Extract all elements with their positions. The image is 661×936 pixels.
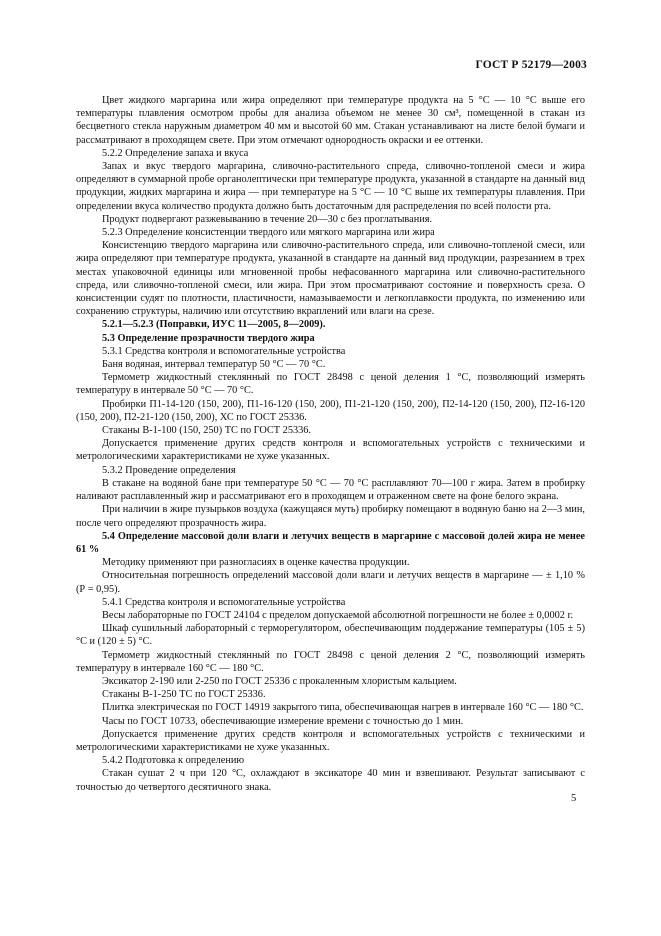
paragraph-air-bubbles: При наличии в жире пузырьков воздуха (кажущаяся муть) пробирку помещают в водяную баню на 2—3 мин, после чего определяют прозрачность жира. bbox=[76, 504, 585, 529]
paragraph-smell-taste: Запах и вкус твердого маргарина, сливочно-растительного спреда, сливочно-топленой смеси и жира определяют в суммарной пробе органолептически при температуре продукта, указанной в стандарте на данный вид продукции, жидких маргарина и жира — при температуре на 5 °С — 10 °С выше их температуры плавления. При определении вкуса количество продукта должно быть достаточным для распределения по всей полости рта. bbox=[76, 161, 585, 212]
paragraph-color: Цвет жидкого маргарина или жира определяют при температуре продукта на 5 °С — 10 °С выше его температуры плавления осмотром пробы для анализа объемом не менее 30 см³, помещенной в стакан из бесцветного стекла наружным диаметром 40 мм и высотой 60 мм. Стакан устанавливают на листе белой бумаги и рассматривают в проходящем свете. При этом отмечают однородность окраски и ее оттенки. bbox=[76, 95, 585, 146]
document-header: ГОСТ Р 52179—2003 bbox=[475, 59, 587, 71]
paragraph-beakers-2: Стаканы В-1-250 ТС по ГОСТ 25336. bbox=[102, 689, 266, 701]
paragraph-allowed-other-2: Допускается применение других средств контроля и вспомогательных устройств с техническими и метрологическими характеристиками не хуже указанных. bbox=[76, 728, 585, 753]
section-heading-5-2-3: 5.2.3 Определение консистенции твердого или мягкого маргарина или жира bbox=[102, 227, 435, 239]
page-number: 5 bbox=[571, 793, 577, 804]
paragraph-relative-error: Относительная погрешность определений массовой доли влаги и летучих веществ в маргарине — ± 1,10 % (Р = 0,95). bbox=[76, 570, 585, 595]
section-heading-5-4-1: 5.4.1 Средства контроля и вспомогательные устройства bbox=[102, 596, 346, 608]
amendment-note: 5.2.1—5.2.3 (Поправки, ИУС 11—2005, 8—2009). bbox=[102, 319, 326, 331]
section-heading-5-3: 5.3 Определение прозрачности твердого жира bbox=[102, 332, 315, 344]
paragraph-scales: Весы лабораторные по ГОСТ 24104 с пределом допускаемой абсолютной погрешности не более ± 0,0002 г. bbox=[102, 609, 574, 621]
paragraph-desiccator: Эксикатор 2-190 или 2-250 по ГОСТ 25336 с прокаленным хлористым кальцием. bbox=[102, 675, 457, 687]
paragraph-chewing: Продукт подвергают разжевыванию в течение 20—30 с без проглатывания. bbox=[102, 213, 433, 225]
paragraph-beakers-1: Стаканы В-1-100 (150, 250) ТС по ГОСТ 25336. bbox=[102, 425, 311, 437]
paragraph-consistency: Консистенцию твердого маргарина или сливочно-растительного спреда, или сливочно-топленой смеси, или жира определяют при температуре продукта, указанной в стандарте на данный вид продукции, разрезанием в трех местах упаковочной единицы или мгновенной пробы нефасованного маргарина или сливочно-растительного спреда, или сливочно-топленой смеси, или жира. При этом просматривают состояние и поверхность среза. О консистенции судят по плотности, пластичности, намазываемости и легкоплавкости продукта, по изменению или сохранению структуры, наличию или отсутствию вкраплений или влаги на срезе. bbox=[76, 240, 585, 318]
paragraph-hotplate: Плитка электрическая по ГОСТ 14919 закрытого типа, обеспечивающая нагрев в интервале 160 °С — 180 °С. bbox=[102, 702, 584, 714]
document-body bbox=[76, 94, 585, 794]
section-heading-5-3-1: 5.3.1 Средства контроля и вспомогательные устройства bbox=[102, 345, 346, 357]
section-heading-5-4-2: 5.4.2 Подготовка к определению bbox=[102, 755, 245, 767]
paragraph-beaker-drying: Стакан сушат 2 ч при 120 °С, охлаждают в эксикаторе 40 мин и взвешивают. Результат записывают с точностью до четвертого десятичного знака. bbox=[76, 768, 585, 793]
paragraph-clock: Часы по ГОСТ 10733, обеспечивающие измерение времени с точностью до 1 мин. bbox=[102, 715, 464, 727]
paragraph-test-tubes: Пробирки П1-14-120 (150, 200), П1-16-120 (150, 200), П1-21-120 (150, 200), П2-14-120 (150, 200), П2-16-120 (150, 200), П2-21-120 (150, 200), ХС по ГОСТ 25336. bbox=[76, 398, 585, 423]
paragraph-method-use: Методику применяют при разногласиях в оценке качества продукции. bbox=[102, 557, 410, 569]
paragraph-thermometer-1: Термометр жидкостный стеклянный по ГОСТ 28498 с ценой деления 1 °С, позволяющий измерять температуру в интервале 50 °С — 70 °С. bbox=[76, 372, 585, 397]
paragraph-allowed-other-1: Допускается применение других средств контроля и вспомогательных устройств с техническими и метрологическими характеристиками не хуже указанных. bbox=[76, 438, 585, 463]
section-heading-5-4: 5.4 Определение массовой доли влаги и летучих веществ в маргарине с массовой долей жира не менее 61 % bbox=[76, 530, 585, 555]
section-heading-5-3-2: 5.3.2 Проведение определения bbox=[102, 464, 236, 476]
section-heading-5-2-2: 5.2.2 Определение запаха и вкуса bbox=[102, 147, 249, 159]
paragraph-drying-oven: Шкаф сушильный лабораторный с терморегулятором, обеспечивающим поддержание температуры (105 ± 5) °С и (120 ± 5) °С. bbox=[76, 623, 585, 648]
paragraph-water-bath: Баня водяная, интервал температур 50 °С — 70 °С. bbox=[102, 359, 326, 371]
paragraph-melting: В стакане на водяной бане при температуре 50 °С — 70 °С расплавляют 70—100 г жира. Затем в пробирку наливают расплавленный жир и рассматривают его в проходящем и отраженном свете на фоне белого экрана. bbox=[76, 477, 585, 503]
paragraph-thermometer-2: Термометр жидкостный стеклянный по ГОСТ 28498 с ценой деления 2 °С, позволяющий измерять температуру в интервале 160 °С — 180 °С. bbox=[76, 649, 585, 674]
